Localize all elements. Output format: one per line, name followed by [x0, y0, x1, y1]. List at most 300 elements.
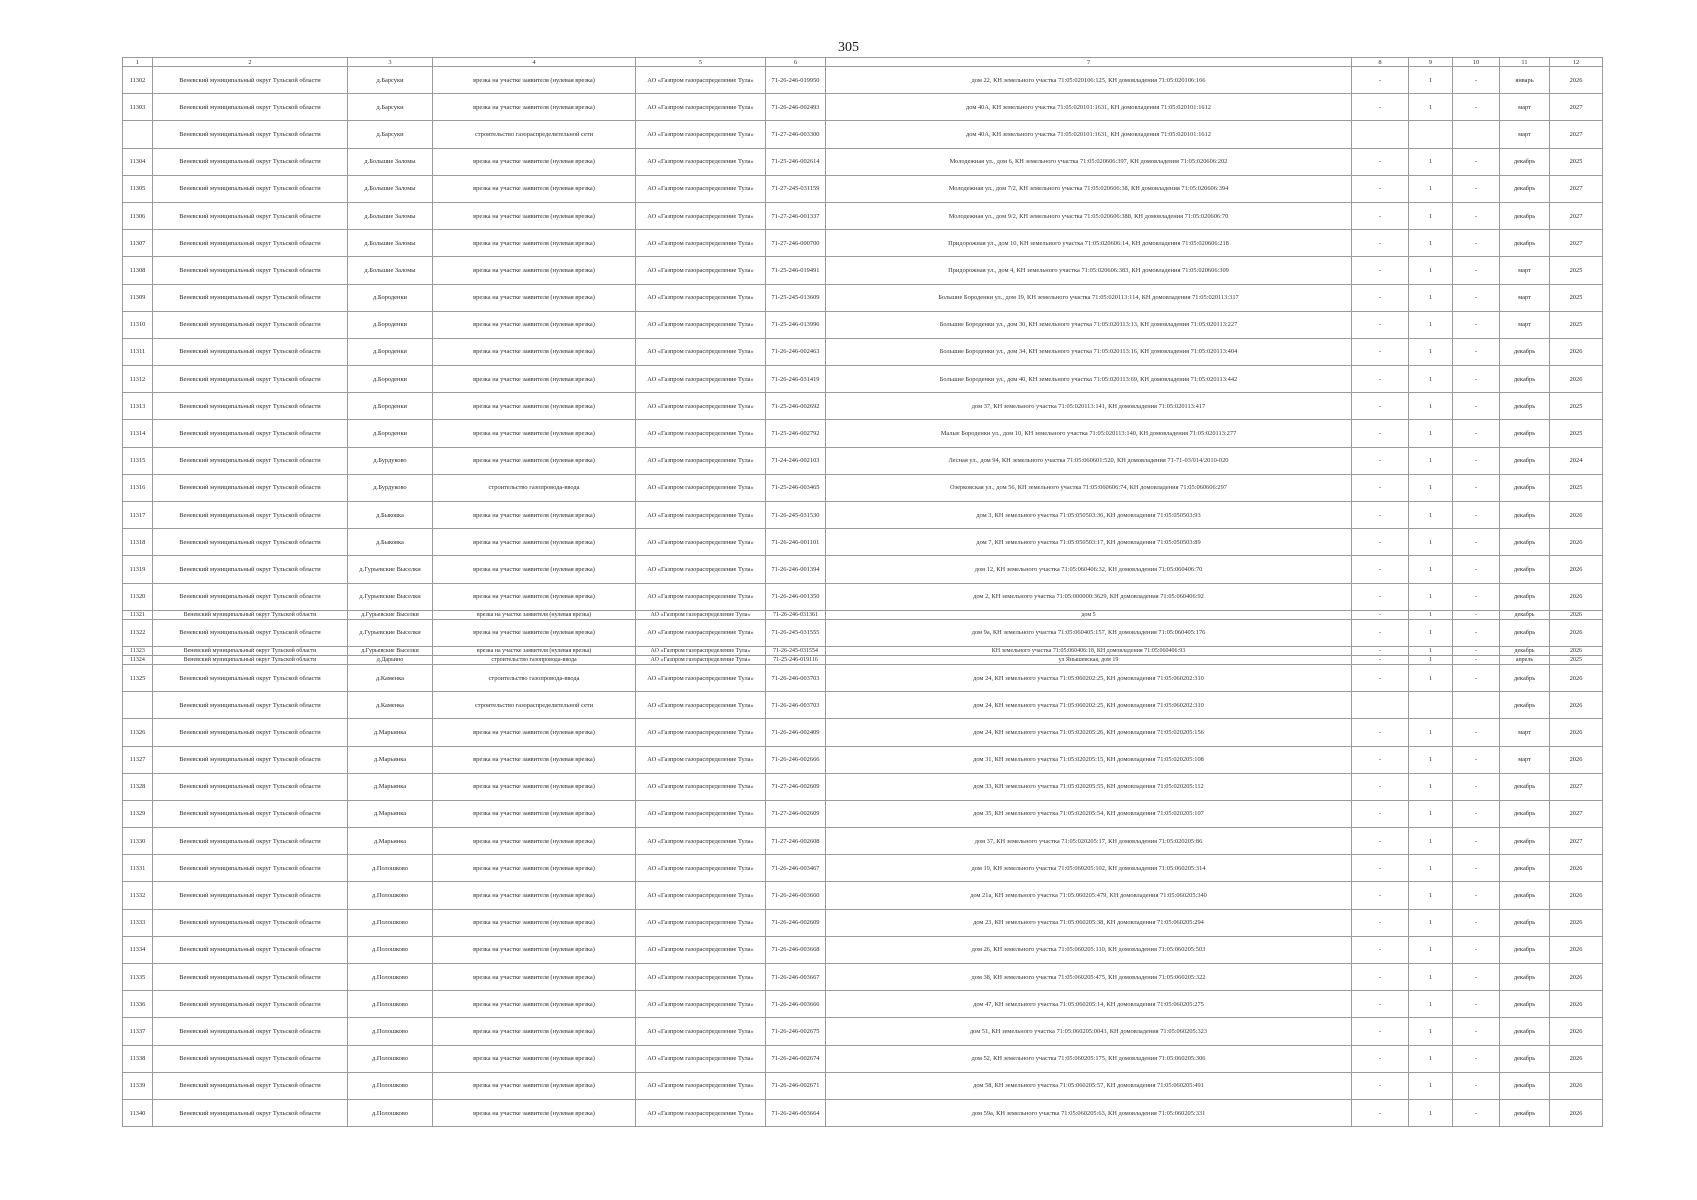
address-cell: дом 26, КН земельного участка 71:05:060205:110, КН домовладения 71:05:060205:503 — [826, 936, 1352, 963]
code-cell: 71-26-245-031554 — [766, 646, 826, 655]
col9-cell: 1 — [1409, 148, 1453, 175]
locality-cell: д.Марьинка — [348, 828, 433, 855]
year-cell: 2027 — [1550, 121, 1603, 148]
code-cell: 71-26-246-031361 — [766, 610, 826, 619]
district-cell: Веневский муниципальный округ Тульской области — [153, 393, 348, 420]
row-number: 11318 — [123, 529, 153, 556]
row-number: 11306 — [123, 202, 153, 229]
work-type-cell: врезка на участке заявителя (нулевая врезка) — [433, 366, 636, 393]
header-cell: 1 — [123, 58, 153, 67]
row-number: 11315 — [123, 447, 153, 474]
locality-cell: д.Гурьевские Выселки — [348, 583, 433, 610]
col8-cell: - — [1352, 529, 1409, 556]
year-cell: 2026 — [1550, 882, 1603, 909]
district-cell: Веневский муниципальный округ Тульской области — [153, 366, 348, 393]
table-row — [123, 556, 1603, 583]
table-row — [123, 94, 1603, 121]
col8-cell: - — [1352, 746, 1409, 773]
col9-cell: 1 — [1409, 474, 1453, 501]
table-header — [123, 58, 1603, 67]
table-row — [123, 447, 1603, 474]
col10-cell: - — [1453, 230, 1500, 257]
table-row — [123, 583, 1603, 610]
year-cell: 2027 — [1550, 175, 1603, 202]
row-number: 11329 — [123, 800, 153, 827]
row-number: 11324 — [123, 655, 153, 664]
month-cell: март — [1500, 746, 1550, 773]
address-cell: дом 24, КН земельного участка 71:05:020205:26, КН домовладения 71:05:020205:156 — [826, 719, 1352, 746]
col9-cell: 1 — [1409, 646, 1453, 655]
header-cell: 2 — [153, 58, 348, 67]
code-cell: 71-26-245-031530 — [766, 502, 826, 529]
col8-cell: - — [1352, 855, 1409, 882]
col10-cell: - — [1453, 583, 1500, 610]
col8-cell: - — [1352, 311, 1409, 338]
table-row — [123, 121, 1603, 148]
locality-cell: д.Гурьевские Выселки — [348, 556, 433, 583]
row-number: 11319 — [123, 556, 153, 583]
col8-cell: - — [1352, 474, 1409, 501]
col8-cell: - — [1352, 583, 1409, 610]
year-cell: 2027 — [1550, 773, 1603, 800]
col9-cell: 1 — [1409, 882, 1453, 909]
row-number: 11336 — [123, 991, 153, 1018]
row-number: 11323 — [123, 646, 153, 655]
district-cell: Веневский муниципальный округ Тульской области — [153, 447, 348, 474]
year-cell: 2025 — [1550, 257, 1603, 284]
address-cell: Озерковская ул., дом 56, КН земельного участка 71:05:060606:74, КН домовладения 71:05:060606:297 — [826, 474, 1352, 501]
month-cell: декабрь — [1500, 148, 1550, 175]
col9-cell: 1 — [1409, 828, 1453, 855]
month-cell: декабрь — [1500, 936, 1550, 963]
col9-cell: 1 — [1409, 1018, 1453, 1045]
locality-cell: д.Барсуки — [348, 67, 433, 94]
header-cell: 3 — [348, 58, 433, 67]
col8-cell: - — [1352, 257, 1409, 284]
address-cell: дом 35, КН земельного участка 71:05:020205:54, КН домовладения 71:05:020205:107 — [826, 800, 1352, 827]
year-cell: 2026 — [1550, 692, 1603, 719]
col8-cell: - — [1352, 882, 1409, 909]
work-type-cell: врезка на участке заявителя (нулевая врезка) — [433, 502, 636, 529]
organization-cell: АО «Газпром газораспределение Тула» — [636, 94, 766, 121]
organization-cell: АО «Газпром газораспределение Тула» — [636, 502, 766, 529]
table-row — [123, 964, 1603, 991]
address-cell: дом 38, КН земельного участка 71:05:060205:475, КН домовладения 71:05:060205:322 — [826, 964, 1352, 991]
locality-cell: д.Гурьевские Выселки — [348, 619, 433, 646]
address-cell: дом 33, КН земельного участка 71:05:020205:55, КН домовладения 71:05:020205:112 — [826, 773, 1352, 800]
code-cell: 71-27-245-031159 — [766, 175, 826, 202]
year-cell: 2025 — [1550, 393, 1603, 420]
district-cell: Веневский муниципальный округ Тульской области — [153, 719, 348, 746]
month-cell: декабрь — [1500, 692, 1550, 719]
organization-cell: АО «Газпром газораспределение Тула» — [636, 828, 766, 855]
district-cell: Веневский муниципальный округ Тульской области — [153, 828, 348, 855]
year-cell: 2026 — [1550, 1099, 1603, 1126]
year-cell: 2026 — [1550, 746, 1603, 773]
year-cell: 2027 — [1550, 828, 1603, 855]
locality-cell: д.Полошково — [348, 882, 433, 909]
locality-cell: д.Бороденки — [348, 311, 433, 338]
header-cell: 6 — [766, 58, 826, 67]
table-row — [123, 828, 1603, 855]
address-cell: дом 7, КН земельного участка 71:05:050503:17, КН домовладения 71:05:050503:89 — [826, 529, 1352, 556]
organization-cell: АО «Газпром газораспределение Тула» — [636, 338, 766, 365]
year-cell: 2025 — [1550, 474, 1603, 501]
table-row — [123, 257, 1603, 284]
code-cell: 71-26-246-002493 — [766, 94, 826, 121]
code-cell: 71-26-246-002609 — [766, 909, 826, 936]
year-cell: 2027 — [1550, 94, 1603, 121]
table-row — [123, 311, 1603, 338]
code-cell: 71-26-246-001101 — [766, 529, 826, 556]
district-cell: Веневский муниципальный округ Тульской области — [153, 420, 348, 447]
locality-cell: д.Большие Заломы — [348, 202, 433, 229]
address-cell: дом 31, КН земельного участка 71:05:020205:15, КН домовладения 71:05:020205:108 — [826, 746, 1352, 773]
month-cell: март — [1500, 94, 1550, 121]
col10-cell: - — [1453, 284, 1500, 311]
work-type-cell: врезка на участке заявителя (нулевая врезка) — [433, 94, 636, 121]
address-cell: дом 21а, КН земельного участка 71:05:060205:479, КН домовладения 71:05:060205:340 — [826, 882, 1352, 909]
code-cell: 71-26-246-003703 — [766, 692, 826, 719]
code-cell: 71-27-246-003300 — [766, 121, 826, 148]
month-cell: декабрь — [1500, 556, 1550, 583]
address-cell: дом 58, КН земельного участка 71:05:060205:57, КН домовладения 71:05:060205:491 — [826, 1072, 1352, 1099]
code-cell: 71-26-246-003666 — [766, 991, 826, 1018]
month-cell: декабрь — [1500, 1018, 1550, 1045]
col8-cell: - — [1352, 393, 1409, 420]
row-number — [123, 692, 153, 719]
col9-cell: 1 — [1409, 556, 1453, 583]
code-cell: 71-25-246-013996 — [766, 311, 826, 338]
col9-cell: 1 — [1409, 202, 1453, 229]
work-type-cell: врезка на участке заявителя (нулевая врезка) — [433, 338, 636, 365]
col8-cell: - — [1352, 619, 1409, 646]
organization-cell: АО «Газпром газораспределение Тула» — [636, 202, 766, 229]
col8-cell: - — [1352, 800, 1409, 827]
col9-cell: 1 — [1409, 991, 1453, 1018]
col8-cell: - — [1352, 828, 1409, 855]
table-row — [123, 882, 1603, 909]
work-type-cell: врезка на участке заявителя (нулевая врезка) — [433, 420, 636, 447]
col9-cell: 1 — [1409, 909, 1453, 936]
table-row — [123, 936, 1603, 963]
col9-cell: 1 — [1409, 420, 1453, 447]
locality-cell: д.Полошково — [348, 936, 433, 963]
locality-cell: д.Барсуки — [348, 121, 433, 148]
code-cell: 71-27-246-002609 — [766, 800, 826, 827]
table-row — [123, 1072, 1603, 1099]
col9-cell: 1 — [1409, 746, 1453, 773]
col10-cell: - — [1453, 664, 1500, 691]
work-type-cell: врезка на участке заявителя (нулевая врезка) — [433, 1099, 636, 1126]
work-type-cell: врезка на участке заявителя (нулевая врезка) — [433, 773, 636, 800]
code-cell: 71-26-245-031555 — [766, 619, 826, 646]
organization-cell: АО «Газпром газораспределение Тула» — [636, 664, 766, 691]
locality-cell: д.Бороденки — [348, 366, 433, 393]
locality-cell: д.Большие Заломы — [348, 230, 433, 257]
district-cell: Веневский муниципальный округ Тульской области — [153, 1072, 348, 1099]
district-cell: Веневский муниципальный округ Тульской области — [153, 909, 348, 936]
col9-cell: 1 — [1409, 230, 1453, 257]
locality-cell: д.Бороденки — [348, 338, 433, 365]
col9-cell: 1 — [1409, 94, 1453, 121]
locality-cell: д.Полошково — [348, 1072, 433, 1099]
col8-cell: - — [1352, 366, 1409, 393]
district-cell: Веневский муниципальный округ Тульской области — [153, 474, 348, 501]
address-cell: дом 51, КН земельного участка 71:05:060205:0043, КН домовладения 71:05:060205:323 — [826, 1018, 1352, 1045]
locality-cell: д.Полошково — [348, 964, 433, 991]
address-cell: Молодежная ул., дом 6, КН земельного участка 71:05:020606:397, КН домовладения 71:05:020606:202 — [826, 148, 1352, 175]
code-cell: 71-26-246-003668 — [766, 936, 826, 963]
work-type-cell: строительство газопровода-ввода — [433, 664, 636, 691]
row-number: 11333 — [123, 909, 153, 936]
col9-cell: 1 — [1409, 1045, 1453, 1072]
year-cell: 2026 — [1550, 583, 1603, 610]
work-type-cell: врезка на участке заявителя (нулевая врезка) — [433, 67, 636, 94]
table-row — [123, 338, 1603, 365]
month-cell: декабрь — [1500, 447, 1550, 474]
col10-cell: - — [1453, 420, 1500, 447]
locality-cell: д.Гурьевские Выселки — [348, 610, 433, 619]
year-cell: 2027 — [1550, 800, 1603, 827]
col10-cell: - — [1453, 67, 1500, 94]
organization-cell: АО «Газпром газораспределение Тула» — [636, 882, 766, 909]
header-cell: 7 — [826, 58, 1352, 67]
col8-cell: - — [1352, 284, 1409, 311]
organization-cell: АО «Газпром газораспределение Тула» — [636, 964, 766, 991]
page-number: 305 — [838, 40, 859, 55]
year-cell: 2026 — [1550, 646, 1603, 655]
month-cell: декабрь — [1500, 393, 1550, 420]
district-cell: Веневский муниципальный округ Тульской области — [153, 502, 348, 529]
table-row — [123, 175, 1603, 202]
month-cell: декабрь — [1500, 175, 1550, 202]
col9-cell: 1 — [1409, 1099, 1453, 1126]
work-type-cell: врезка на участке заявителя (нулевая врезка) — [433, 964, 636, 991]
organization-cell: АО «Газпром газораспределение Тула» — [636, 284, 766, 311]
month-cell: декабрь — [1500, 420, 1550, 447]
work-type-cell: врезка на участке заявителя (нулевая врезка) — [433, 529, 636, 556]
district-cell: Веневский муниципальный округ Тульской области — [153, 1018, 348, 1045]
col9-cell: 1 — [1409, 719, 1453, 746]
col9-cell: 1 — [1409, 619, 1453, 646]
district-cell: Веневский муниципальный округ Тульской области — [153, 936, 348, 963]
col8-cell: - — [1352, 420, 1409, 447]
row-number: 11302 — [123, 67, 153, 94]
code-cell: 71-27-246-001337 — [766, 202, 826, 229]
table-row — [123, 67, 1603, 94]
row-number: 11310 — [123, 311, 153, 338]
col8-cell: - — [1352, 991, 1409, 1018]
locality-cell: д.Быковка — [348, 529, 433, 556]
col9-cell — [1409, 692, 1453, 719]
table-row — [123, 646, 1603, 655]
col10-cell: - — [1453, 991, 1500, 1018]
district-cell: Веневский муниципальный округ Тульской области — [153, 230, 348, 257]
organization-cell: АО «Газпром газораспределение Тула» — [636, 311, 766, 338]
address-cell: Большие Бороденки ул., дом 34, КН земельного участка 71:05:020113:16, КН домовладения 71:05:020113:404 — [826, 338, 1352, 365]
col9-cell: 1 — [1409, 366, 1453, 393]
col10-cell: - — [1453, 148, 1500, 175]
code-cell: 71-26-246-001350 — [766, 583, 826, 610]
year-cell: 2026 — [1550, 1018, 1603, 1045]
work-type-cell: строительство газопровода-ввода — [433, 474, 636, 501]
col8-cell: - — [1352, 67, 1409, 94]
address-cell: Малые Бороденки ул., дом 10, КН земельного участка 71:05:020113:140, КН домовладения 71:05:020113:277 — [826, 420, 1352, 447]
organization-cell: АО «Газпром газораспределение Тула» — [636, 67, 766, 94]
address-cell: дом 24, КН земельного участка 71:05:060202:25, КН домовладения 71:05:060202:310 — [826, 692, 1352, 719]
organization-cell: АО «Газпром газораспределение Тула» — [636, 1099, 766, 1126]
code-cell: 71-26-246-003703 — [766, 664, 826, 691]
header-cell: 4 — [433, 58, 636, 67]
year-cell: 2026 — [1550, 664, 1603, 691]
organization-cell: АО «Газпром газораспределение Тула» — [636, 909, 766, 936]
year-cell: 2025 — [1550, 148, 1603, 175]
table-row — [123, 1018, 1603, 1045]
col10-cell: - — [1453, 1045, 1500, 1072]
work-type-cell: врезка на участке заявителя (нулевая врезка) — [433, 583, 636, 610]
col9-cell: 1 — [1409, 311, 1453, 338]
locality-cell: д.Бороденки — [348, 420, 433, 447]
district-cell: Веневский муниципальный округ Тульской области — [153, 284, 348, 311]
month-cell: декабрь — [1500, 619, 1550, 646]
address-cell: дом 23, КН земельного участка 71:05:060205:38, КН домовладения 71:05:060205:294 — [826, 909, 1352, 936]
col10-cell — [1453, 121, 1500, 148]
month-cell: декабрь — [1500, 1099, 1550, 1126]
col9-cell: 1 — [1409, 284, 1453, 311]
col10-cell: - — [1453, 556, 1500, 583]
col10-cell: - — [1453, 502, 1500, 529]
year-cell: 2026 — [1550, 67, 1603, 94]
work-type-cell: врезка на участке заявителя (нулевая врезка) — [433, 882, 636, 909]
row-number: 11327 — [123, 746, 153, 773]
col10-cell: - — [1453, 655, 1500, 664]
col8-cell: - — [1352, 502, 1409, 529]
district-cell: Веневский муниципальный округ Тульской области — [153, 991, 348, 1018]
organization-cell: АО «Газпром газораспределение Тула» — [636, 175, 766, 202]
col8-cell: - — [1352, 773, 1409, 800]
locality-cell: д.Марьинка — [348, 800, 433, 827]
address-cell: КН земельного участка 71:05:060406:18, КН домовладения 71:05:060406:93 — [826, 646, 1352, 655]
work-type-cell: врезка на участке заявителя (нулевая врезка) — [433, 1045, 636, 1072]
address-cell: дом 24, КН земельного участка 71:05:060202:25, КН домовладения 71:05:060202:310 — [826, 664, 1352, 691]
col8-cell: - — [1352, 964, 1409, 991]
col10-cell: - — [1453, 1018, 1500, 1045]
work-type-cell: врезка на участке заявителя (нулевая врезка) — [433, 746, 636, 773]
row-number: 11326 — [123, 719, 153, 746]
month-cell: декабрь — [1500, 664, 1550, 691]
col8-cell: - — [1352, 556, 1409, 583]
address-cell: дом 2, КН земельного участка 71:05:000000:3629, КН домовладения 71:05:060406:92 — [826, 583, 1352, 610]
district-cell: Веневский муниципальный округ Тульской области — [153, 800, 348, 827]
district-cell: Веневский муниципальный округ Тульской области — [153, 746, 348, 773]
organization-cell: АО «Газпром газораспределение Тула» — [636, 230, 766, 257]
table-row — [123, 800, 1603, 827]
work-type-cell: врезка на участке заявителя (нулевая врезка) — [433, 447, 636, 474]
address-cell: Лесная ул., дом 94, КН земельного участка 71:05:060601:520, КН домовладения 71-71-03/014/2010-020 — [826, 447, 1352, 474]
col8-cell: - — [1352, 230, 1409, 257]
row-number: 11332 — [123, 882, 153, 909]
table-body — [123, 67, 1603, 1127]
district-cell: Веневский муниципальный округ Тульской области — [153, 646, 348, 655]
code-cell: 71-26-246-003467 — [766, 855, 826, 882]
table-row — [123, 610, 1603, 619]
row-number: 11335 — [123, 964, 153, 991]
col10-cell: - — [1453, 202, 1500, 229]
year-cell: 2025 — [1550, 420, 1603, 447]
col8-cell: - — [1352, 1072, 1409, 1099]
table-row — [123, 529, 1603, 556]
code-cell: 71-25-246-002792 — [766, 420, 826, 447]
row-number: 11325 — [123, 664, 153, 691]
table-row — [123, 746, 1603, 773]
header-cell: 12 — [1550, 58, 1603, 67]
district-cell: Веневский муниципальный округ Тульской области — [153, 311, 348, 338]
col10-cell: - — [1453, 746, 1500, 773]
col9-cell: 1 — [1409, 1072, 1453, 1099]
col9-cell: 1 — [1409, 936, 1453, 963]
table-row — [123, 1045, 1603, 1072]
row-number: 11307 — [123, 230, 153, 257]
row-number: 11304 — [123, 148, 153, 175]
month-cell: март — [1500, 311, 1550, 338]
organization-cell: АО «Газпром газораспределение Тула» — [636, 420, 766, 447]
year-cell: 2026 — [1550, 1072, 1603, 1099]
row-number: 11328 — [123, 773, 153, 800]
work-type-cell: строительство газопровода-ввода — [433, 655, 636, 664]
code-cell: 71-24-246-002103 — [766, 447, 826, 474]
row-number: 11334 — [123, 936, 153, 963]
table-row — [123, 692, 1603, 719]
organization-cell: АО «Газпром газораспределение Тула» — [636, 1045, 766, 1072]
organization-cell: АО «Газпром газораспределение Тула» — [636, 148, 766, 175]
table-row — [123, 148, 1603, 175]
code-cell: 71-26-246-002463 — [766, 338, 826, 365]
col8-cell: - — [1352, 338, 1409, 365]
year-cell: 2026 — [1550, 619, 1603, 646]
work-type-cell: врезка на участке заявителя (нулевая врезка) — [433, 800, 636, 827]
locality-cell: д.Бурдуково — [348, 447, 433, 474]
address-cell: дом 47, КН земельного участка 71:05:060205:14, КН домовладения 71:05:060205:275 — [826, 991, 1352, 1018]
district-cell: Веневский муниципальный округ Тульской области — [153, 529, 348, 556]
organization-cell: АО «Газпром газораспределение Тула» — [636, 646, 766, 655]
row-number: 11322 — [123, 619, 153, 646]
header-cell: 8 — [1352, 58, 1409, 67]
work-type-cell: врезка на участке заявителя (нулевая врезка) — [433, 828, 636, 855]
organization-cell: АО «Газпром газораспределение Тула» — [636, 692, 766, 719]
month-cell: декабрь — [1500, 202, 1550, 229]
locality-cell: д.Каменка — [348, 664, 433, 691]
district-cell: Веневский муниципальный округ Тульской области — [153, 583, 348, 610]
month-cell: март — [1500, 719, 1550, 746]
table-row — [123, 909, 1603, 936]
organization-cell: АО «Газпром газораспределение Тула» — [636, 556, 766, 583]
organization-cell: АО «Газпром газораспределение Тула» — [636, 773, 766, 800]
col8-cell: - — [1352, 655, 1409, 664]
month-cell: декабрь — [1500, 964, 1550, 991]
col10-cell: - — [1453, 800, 1500, 827]
work-type-cell: врезка на участке заявителя (нулевая врезка) — [433, 556, 636, 583]
locality-cell: д.Бороденки — [348, 393, 433, 420]
month-cell: декабрь — [1500, 474, 1550, 501]
district-cell: Веневский муниципальный округ Тульской области — [153, 773, 348, 800]
col8-cell — [1352, 692, 1409, 719]
month-cell: декабрь — [1500, 773, 1550, 800]
month-cell: декабрь — [1500, 646, 1550, 655]
district-cell: Веневский муниципальный округ Тульской области — [153, 175, 348, 202]
district-cell: Веневский муниципальный округ Тульской области — [153, 882, 348, 909]
col8-cell — [1352, 121, 1409, 148]
